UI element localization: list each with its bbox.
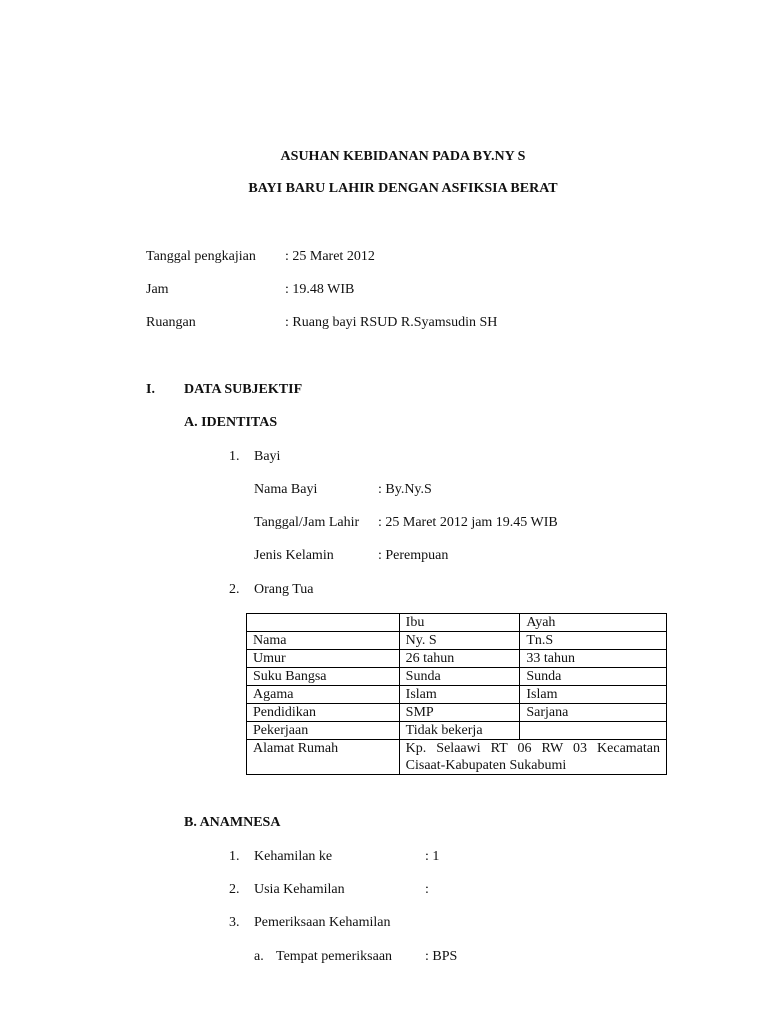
tanggal-pengkajian-label: Tanggal pengkajian bbox=[146, 249, 256, 264]
tempat-pemeriksaan-value: : BPS bbox=[425, 949, 458, 964]
list-number: 2. bbox=[229, 882, 240, 897]
subsection-anamnesa: B. ANAMNESA bbox=[184, 815, 281, 830]
list-number: 3. bbox=[229, 915, 240, 930]
table-header-cell: Ayah bbox=[520, 614, 667, 632]
address-label-cell: Alamat Rumah bbox=[247, 740, 400, 775]
address-line-2: Cisaat-Kabupaten Sukabumi bbox=[405, 758, 567, 773]
jam-label: Jam bbox=[146, 282, 169, 297]
tanggal-pengkajian-value: : 25 Maret 2012 bbox=[285, 249, 375, 264]
list-number: 1. bbox=[229, 449, 240, 464]
address-line-1: Kp. Selaawi RT 06 RW 03 Kecamatan bbox=[405, 741, 660, 756]
table-row bbox=[247, 704, 667, 722]
jam-value: : 19.48 WIB bbox=[285, 282, 355, 297]
table-row bbox=[247, 722, 667, 740]
nama-bayi-label: Nama Bayi bbox=[254, 482, 318, 497]
jenis-kelamin-label: Jenis Kelamin bbox=[254, 548, 334, 563]
tempat-pemeriksaan-label: Tempat pemeriksaan bbox=[276, 949, 393, 964]
document-subtitle: BAYI BARU LAHIR DENGAN ASFIKSIA BERAT bbox=[248, 181, 558, 196]
table-cell: Pendidikan bbox=[247, 704, 400, 722]
table-cell: Sunda bbox=[399, 668, 520, 686]
table-row bbox=[247, 650, 667, 668]
table-cell: Tn.S bbox=[520, 632, 667, 650]
section-number: I. bbox=[146, 382, 155, 397]
ruangan-value: : Ruang bayi RSUD R.Syamsudin SH bbox=[285, 315, 498, 330]
table-header-row bbox=[247, 614, 667, 632]
jenis-kelamin-value: : Perempuan bbox=[378, 548, 449, 563]
table-row bbox=[247, 632, 667, 650]
orang-tua-heading: Orang Tua bbox=[254, 582, 314, 597]
table-cell: SMP bbox=[399, 704, 520, 722]
table-row-address bbox=[247, 740, 667, 775]
table-header-cell bbox=[247, 614, 400, 632]
document-title: ASUHAN KEBIDANAN PADA BY.NY S bbox=[280, 149, 526, 164]
table-cell: Sarjana bbox=[520, 704, 667, 722]
table-cell: Islam bbox=[520, 686, 667, 704]
table-cell: Suku Bangsa bbox=[247, 668, 400, 686]
tanggal-lahir-value: : 25 Maret 2012 jam 19.45 WIB bbox=[378, 515, 558, 530]
table-cell bbox=[520, 722, 667, 740]
sub-item-letter: a. bbox=[254, 949, 264, 964]
bayi-heading: Bayi bbox=[254, 449, 281, 464]
orang-tua-table bbox=[246, 613, 667, 775]
table-cell: Islam bbox=[399, 686, 520, 704]
table-cell: Tidak bekerja bbox=[399, 722, 520, 740]
list-number: 1. bbox=[229, 849, 240, 864]
pemeriksaan-kehamilan-label: Pemeriksaan Kehamilan bbox=[254, 915, 391, 930]
table-cell: 26 tahun bbox=[399, 650, 520, 668]
table-header-cell: Ibu bbox=[399, 614, 520, 632]
usia-kehamilan-label: Usia Kehamilan bbox=[254, 882, 345, 897]
subsection-identitas: A. IDENTITAS bbox=[184, 415, 278, 430]
table-cell: Agama bbox=[247, 686, 400, 704]
table-cell: Ny. S bbox=[399, 632, 520, 650]
list-number: 2. bbox=[229, 582, 240, 597]
kehamilan-ke-label: Kehamilan ke bbox=[254, 849, 333, 864]
table-row bbox=[247, 668, 667, 686]
usia-kehamilan-value: : bbox=[425, 882, 429, 897]
table-row bbox=[247, 686, 667, 704]
table-cell: Sunda bbox=[520, 668, 667, 686]
nama-bayi-value: : By.Ny.S bbox=[378, 482, 432, 497]
tanggal-lahir-label: Tanggal/Jam Lahir bbox=[254, 515, 360, 530]
kehamilan-ke-value: : 1 bbox=[425, 849, 440, 864]
table-cell: 33 tahun bbox=[520, 650, 667, 668]
section-title: DATA SUBJEKTIF bbox=[184, 382, 303, 397]
ruangan-label: Ruangan bbox=[146, 315, 196, 330]
address-value-cell bbox=[399, 740, 666, 775]
table-cell: Pekerjaan bbox=[247, 722, 400, 740]
table-cell: Nama bbox=[247, 632, 400, 650]
table-cell: Umur bbox=[247, 650, 400, 668]
